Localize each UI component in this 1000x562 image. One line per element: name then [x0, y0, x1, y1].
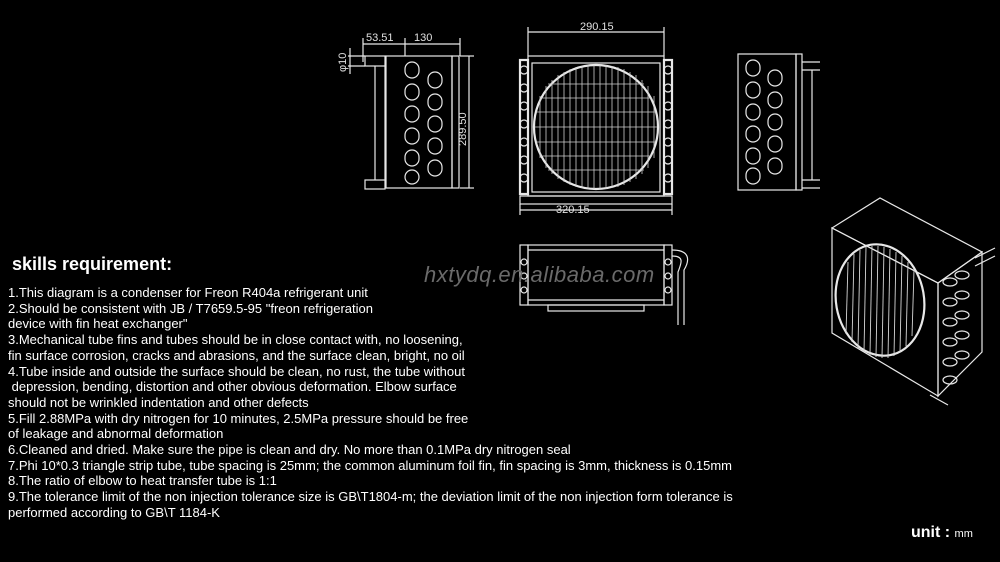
dim-phi10: φ10: [337, 52, 349, 72]
dim-53-51: 53.51: [366, 32, 394, 44]
dim-130: 130: [414, 32, 433, 44]
requirement-line: of leakage and abnormal deformation: [8, 426, 224, 442]
requirement-line: 1.This diagram is a condenser for Freon R404a refrigerant unit: [8, 285, 368, 300]
requirement-line: 3.Mechanical tube fins and tubes should be in close contact with, no loosening,: [8, 332, 463, 348]
requirement-line: performed according to GB\T 1184-K: [8, 504, 220, 520]
requirement-line: 2.Should be consistent with JB / T7659.5-95 "freon refrigeration: [8, 300, 373, 316]
requirement-line: 8.The ratio of elbow to heat transfer tube is 1:1: [8, 473, 277, 489]
requirement-line: 6.Cleaned and dried. Make sure the pipe is clean and dry. No more than 0.1MPa dry nitrogen seal: [8, 442, 571, 458]
requirement-line: 5.Fill 2.88MPa with dry nitrogen for 10 minutes, 2.5MPa pressure should be free: [8, 410, 469, 426]
unit-word: unit: [911, 524, 941, 541]
dim-290-15: 290.15: [580, 21, 614, 33]
isometric-view: [827, 198, 995, 405]
requirement-line: device with fin heat exchanger": [8, 316, 188, 332]
front-view: [520, 21, 672, 216]
dim-289-50: 289.50: [457, 112, 469, 146]
unit-value: mm: [954, 528, 973, 540]
requirements-heading: skills requirement:: [12, 254, 173, 274]
dim-320-15: 320.15: [556, 204, 590, 216]
requirement-line: should not be wrinkled indentation and other defects: [8, 394, 309, 410]
side-view: [337, 32, 474, 189]
requirement-line: 9.The tolerance limit of the non injection tolerance size is GB\T1804-m; the deviation limit of the non injection form tolerance is: [8, 489, 733, 505]
unit-label: [911, 524, 973, 542]
side-view-right: [738, 54, 820, 190]
requirement-line: depression, bending, distortion and other obvious deformation. Elbow surface: [8, 379, 457, 395]
requirements-list: [8, 285, 733, 521]
requirement-line: 4.Tube inside and outside the surface should be clean, no rust, the tube without: [8, 363, 465, 379]
watermark: hxtydq.en.alibaba.com: [424, 262, 655, 287]
fan-grille-lines: [535, 65, 657, 189]
requirement-line: 7.Phi 10*0.3 triangle strip tube, tube spacing is 25mm; the common aluminum foil fin, fin spacing is 3mm, thickness is 0.15mm: [8, 457, 732, 473]
unit-separator: :: [940, 524, 955, 541]
requirement-line: fin surface corrosion, cracks and abrasions, and the surface clean, bright, no oil: [8, 347, 465, 363]
